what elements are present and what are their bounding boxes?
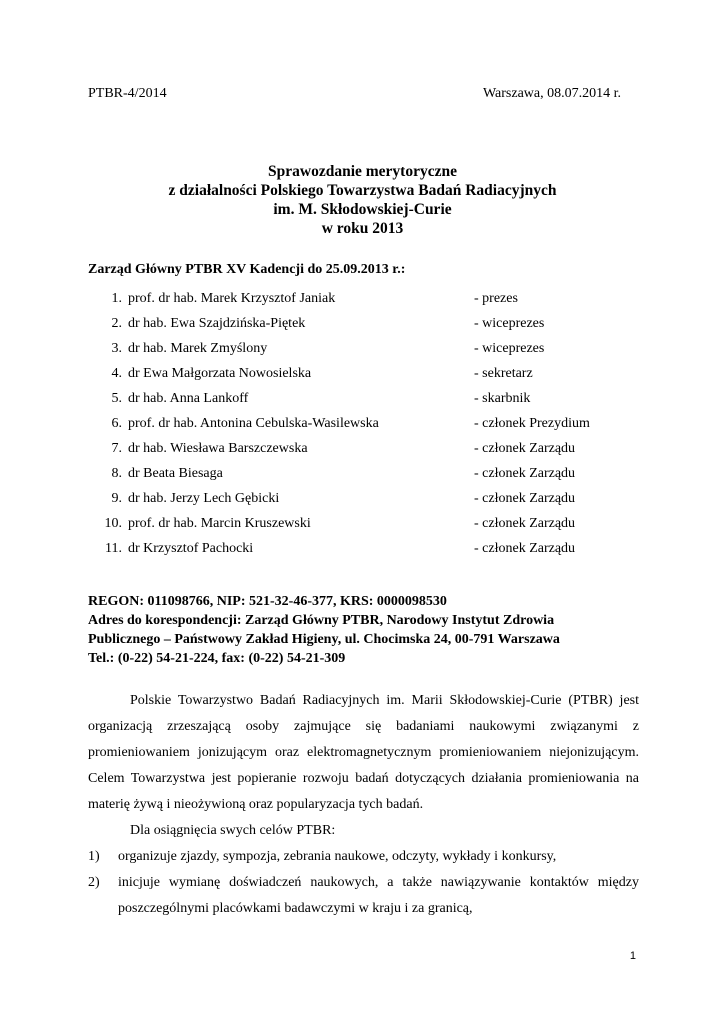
goal-text: organizuje zjazdy, sympozja, zebrania naukowe, odczyty, wykłady i konkursy, <box>118 849 557 864</box>
title-line-1: Sprawozdanie merytoryczne <box>268 163 457 180</box>
paragraph-line: organizacją zrzeszającą osoby zajmujące się badaniami naukowymi związanymi z <box>88 719 639 734</box>
title-line-4: w roku 2013 <box>321 220 404 237</box>
place-and-date: Warszawa, 08.07.2014 r. <box>482 86 621 101</box>
document-reference: PTBR-4/2014 <box>88 86 167 101</box>
member-name: prof. dr hab. Antonina Cebulska-Wasilewska <box>128 416 379 431</box>
board-member-row <box>0 316 725 336</box>
goal-text: inicjuje wymianę doświadczeń naukowych, a także nawiązywanie kontaktów między <box>118 875 639 890</box>
board-member-row <box>0 541 725 561</box>
paragraph-line: promieniowaniem jonizującym oraz elektromagnetycznym promieniowaniem niejonizującym. <box>88 745 639 760</box>
board-member-row <box>0 441 725 461</box>
paragraph-line: Polskie Towarzystwo Badań Radiacyjnych im. Marii Skłodowskiej-Curie (PTBR) jest <box>130 693 639 708</box>
member-number: 9. <box>111 491 122 506</box>
paragraph-line: materię żywą i nieożywioną oraz popularyzacja tych badań. <box>88 797 424 812</box>
member-number: 8. <box>111 466 122 481</box>
address-line-1: Adres do korespondencji: Zarząd Główny PTBR, Narodowy Instytut Zdrowia <box>88 613 555 628</box>
member-name: dr hab. Ewa Szajdzińska-Piętek <box>128 316 306 331</box>
goal-number: 1) <box>88 849 100 864</box>
member-name: dr hab. Anna Lankoff <box>128 391 249 406</box>
board-member-row <box>0 491 725 511</box>
goal-number: 2) <box>88 875 100 890</box>
member-role: - członek Zarządu <box>474 541 576 556</box>
board-heading: Zarząd Główny PTBR XV Kadencji do 25.09.2013 r.: <box>88 262 406 277</box>
board-member-row <box>0 341 725 361</box>
member-number: 10. <box>104 516 122 531</box>
member-role: - skarbnik <box>474 391 531 406</box>
board-member-row <box>0 366 725 386</box>
registration-numbers: REGON: 011098766, NIP: 521-32-46-377, KRS: 0000098530 <box>88 594 447 609</box>
member-number: 1. <box>111 291 122 306</box>
member-number: 4. <box>111 366 122 381</box>
paragraph-line: Celem Towarzystwa jest popieranie rozwoju badań dotyczących działania promieniowania na <box>88 771 639 786</box>
title-line-2: z działalności Polskiego Towarzystwa Badań Radiacyjnych <box>168 182 557 199</box>
member-name: dr Beata Biesaga <box>128 466 223 481</box>
title-line-3: im. M. Skłodowskiej-Curie <box>273 201 452 218</box>
member-role: - wiceprezes <box>474 316 545 331</box>
member-role: - członek Zarządu <box>474 491 576 506</box>
goal-text: poszczególnymi placówkami badawczymi w kraju i za granicą, <box>118 901 473 916</box>
member-number: 11. <box>105 541 122 556</box>
member-role: - członek Zarządu <box>474 441 576 456</box>
board-member-row <box>0 516 725 536</box>
address-line-2: Publicznego – Państwowy Zakład Higieny, ul. Chocimska 24, 00-791 Warszawa <box>88 632 560 647</box>
member-name: dr hab. Marek Zmyślony <box>128 341 268 356</box>
member-number: 2. <box>111 316 122 331</box>
page-number: 1 <box>629 950 636 962</box>
board-member-row <box>0 466 725 486</box>
member-role: - wiceprezes <box>474 341 545 356</box>
member-role: - sekretarz <box>474 366 533 381</box>
member-role: - członek Zarządu <box>474 516 576 531</box>
member-name: dr Krzysztof Pachocki <box>128 541 254 556</box>
member-number: 3. <box>111 341 122 356</box>
member-number: 5. <box>111 391 122 406</box>
member-number: 7. <box>111 441 122 456</box>
member-role: - członek Prezydium <box>474 416 590 431</box>
member-name: prof. dr hab. Marcin Kruszewski <box>128 516 311 531</box>
phone-fax: Tel.: (0-22) 54-21-224, fax: (0-22) 54-21-309 <box>88 651 346 666</box>
board-member-row <box>0 416 725 436</box>
board-member-row <box>0 391 725 411</box>
member-name: dr hab. Jerzy Lech Gębicki <box>128 491 280 506</box>
member-role: - członek Zarządu <box>474 466 576 481</box>
member-role: - prezes <box>474 291 518 306</box>
member-name: prof. dr hab. Marek Krzysztof Janiak <box>128 291 336 306</box>
member-name: dr hab. Wiesława Barszczewska <box>128 441 308 456</box>
goals-intro: Dla osiągnięcia swych celów PTBR: <box>130 823 336 838</box>
member-name: dr Ewa Małgorzata Nowosielska <box>128 366 312 381</box>
board-member-row <box>0 291 725 311</box>
member-number: 6. <box>111 416 122 431</box>
